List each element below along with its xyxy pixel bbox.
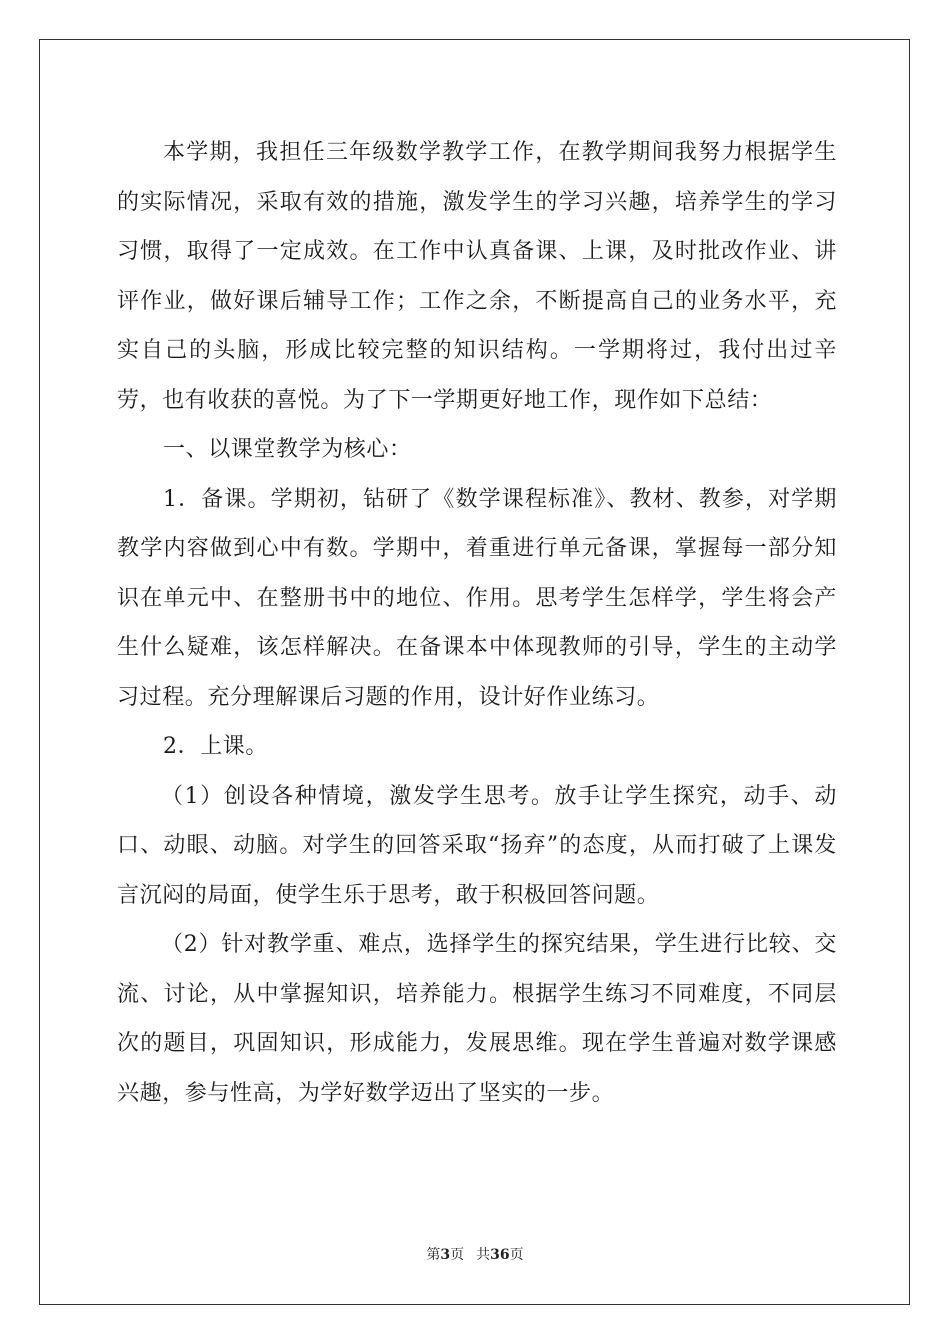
footer-total-prefix: 共 bbox=[476, 1247, 491, 1263]
footer-total-unit: 页 bbox=[509, 1247, 524, 1263]
footer-page-unit: 页 bbox=[450, 1247, 465, 1263]
point-2-paragraph: （2）针对教学重、难点，选择学生的探究结果，学生进行比较、交流、讨论，从中掌握知识，培养能力。根据学生练习不同难度，不同层次的题目，巩固知识，形成能力，发展思维。现在学生普遍对数学课感兴趣，参与性高，为学好数学迈出了坚实的一步。 bbox=[117, 932, 837, 1106]
point-1-paragraph: （1）创设各种情境，激发学生思考。放手让学生探究，动手、动口、动眼、动脑。对学生的回答采取“扬弃”的态度，从而打破了上课发言沉闷的局面，使学生乐于思考，敢于积极回答问题。 bbox=[117, 783, 837, 908]
total-pages: 36 bbox=[490, 1247, 510, 1263]
document-body bbox=[117, 128, 837, 1118]
class-heading: 2．上课。 bbox=[163, 734, 268, 759]
page-number: 3 bbox=[440, 1247, 451, 1263]
lesson-prep-paragraph: 1．备课。学期初，钻研了《数学课程标准》、教材、教参，对学期教学内容做到心中有数。学期中，着重进行单元备课，掌握每一部分知识在单元中、在整册书中的地位、作用。思考学生怎样学，学生将会产生什么疑难，该怎样解决。在备课本中体现教师的引导，学生的主动学习过程。充分理解课后习题的作用，设计好作业练习。 bbox=[117, 486, 837, 710]
section-heading: 一、以课堂教学为核心： bbox=[163, 437, 412, 462]
intro-paragraph: 本学期，我担任三年级数学教学工作，在教学期间我努力根据学生的实际情况，采取有效的措施，激发学生的学习兴趣，培养学生的学习习惯，取得了一定成效。在工作中认真备课、上课，及时批改作业、讲评作业，做好课后辅导工作；工作之余，不断提高自己的业务水平，充实自己的头脑，形成比较完整的知识结构。一学期将过，我付出过辛劳，也有收获的喜悦。为了下一学期更好地工作，现作如下总结： bbox=[117, 140, 837, 413]
page-footer bbox=[0, 1245, 950, 1265]
footer-prefix: 第 bbox=[426, 1247, 441, 1263]
